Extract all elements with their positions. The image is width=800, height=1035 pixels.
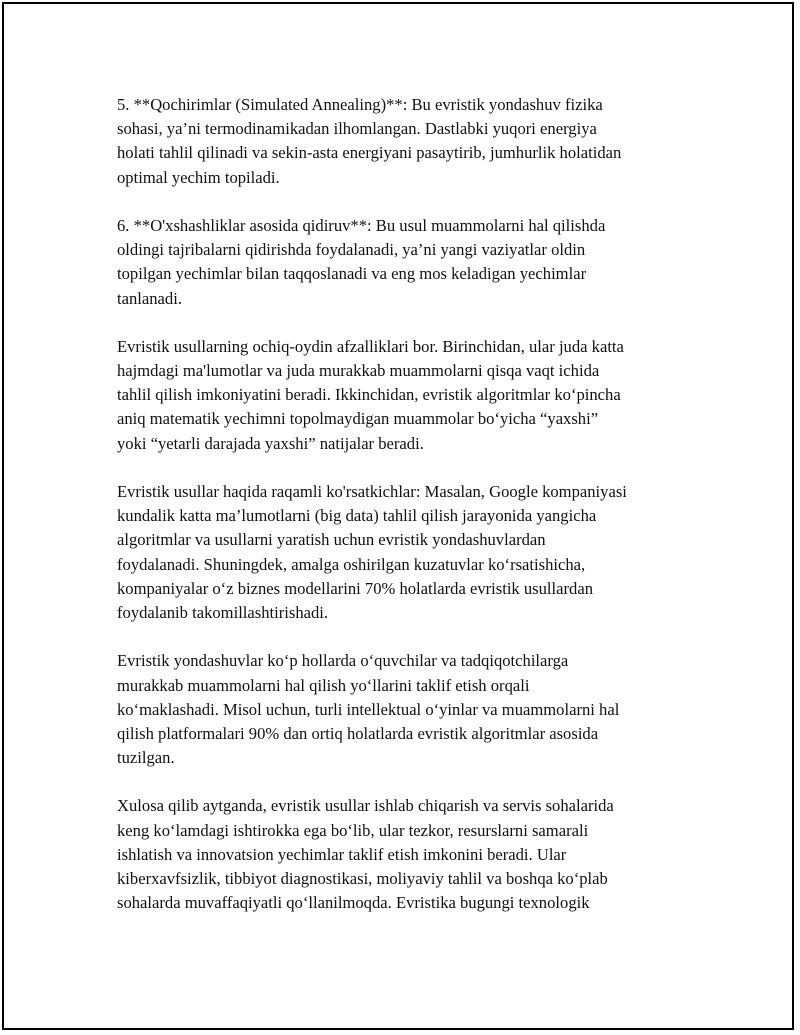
text-line: tuzilgan. bbox=[117, 748, 175, 768]
text-line: tahlil qilish imkoniyatini beradi. Ikkinchidan, evristik algoritmlar ko‘pincha bbox=[117, 385, 621, 405]
text-line: kiberxavfsizlik, tibbiyot diagnostikasi, moliyaviy tahlil va boshqa ko‘plab bbox=[117, 869, 608, 888]
text-line: yoki “yetarli darajada yaxshi” natijalar beradi. bbox=[117, 433, 424, 453]
text-line: murakkab muammolarni hal qilish yo‘llarini taklif etish orqali bbox=[117, 675, 530, 695]
text-line: Evristik usullarning ochiq-oydin afzalliklari bor. Birinchidan, ular juda katta bbox=[117, 336, 624, 356]
text-line: aniq matematik yechimni topolmaydigan muammolar bo‘yicha “yaxshi” bbox=[117, 409, 599, 429]
text-line: foydalanib takomillashtirishadi. bbox=[117, 602, 329, 622]
text-line: 5. **Qochirimlar (Simulated Annealing)**: Bu evristik yondashuv fizika bbox=[117, 95, 603, 114]
text-line: foydalanadi. Shuningdek, amalga oshirilgan kuzatuvlar ko‘rsatishicha, bbox=[117, 554, 586, 574]
text-line: 6. **O'xshashliklar asosida qidiruv**: Bu usul muammolarni hal qilishda bbox=[117, 215, 606, 235]
text-line: tanlanadi. bbox=[117, 288, 182, 308]
paragraph-conclusion bbox=[117, 794, 697, 915]
text-line: sohalarda muvaffaqiyatli qo‘llanilmoqda. Evristika bugungi texnologik bbox=[117, 893, 590, 913]
text-line: ko‘maklashadi. Misol uchun, turli intellektual o‘yinlar va muammolarni hal bbox=[117, 699, 620, 719]
text-line: ishlatish va innovatsion yechimlar taklif etish imkonini beradi. Ular bbox=[117, 844, 567, 864]
text-line: keng ko‘lamdagi ishtirokka ega bo‘lib, ular tezkor, resurslarni samarali bbox=[117, 820, 589, 840]
paragraph-simulated-annealing bbox=[117, 93, 697, 190]
paragraph-learning-support bbox=[117, 649, 697, 770]
text-line: algoritmlar va usullarni yaratish uchun evristik yondashuvlardan bbox=[117, 530, 546, 550]
text-line: Evristik yondashuvlar ko‘p hollarda o‘quvchilar va tadqiqotchilarga bbox=[117, 651, 569, 671]
paragraph-advantages bbox=[117, 335, 697, 456]
text-line: kundalik katta ma’lumotlarni (big data) tahlil qilish jarayonida yangicha bbox=[117, 506, 597, 526]
paragraph-similarity-search bbox=[117, 214, 697, 311]
text-line: oldingi tajribalarni qidirishda foydalanadi, ya’ni yangi vaziyatlar oldin bbox=[117, 240, 586, 260]
text-line: topilgan yechimlar bilan taqqoslanadi va eng mos keladigan yechimlar bbox=[117, 264, 587, 284]
text-line: holati tahlil qilinadi va sekin-asta energiyani pasaytirib, jumhurlik holatidan bbox=[117, 143, 622, 163]
document-body bbox=[117, 93, 697, 940]
text-line: Evristik usullar haqida raqamli ko'rsatkichlar: Masalan, Google kompaniyasi bbox=[117, 482, 627, 501]
text-line: optimal yechim topiladi. bbox=[117, 167, 280, 187]
paragraph-numeric-indicators bbox=[117, 480, 697, 625]
text-line: qilish platformalari 90% dan ortiq holatlarda evristik algoritmlar asosida bbox=[117, 723, 599, 743]
text-line: hajmdagi ma'lumotlar va juda murakkab muammolarni qisqa vaqt ichida bbox=[117, 361, 600, 381]
text-line: Xulosa qilib aytganda, evristik usullar ishlab chiqarish va servis sohalarida bbox=[117, 796, 614, 816]
text-line: sohasi, ya’ni termodinamikadan ilhomlangan. Dastlabki yuqori energiya bbox=[117, 119, 597, 139]
text-line: kompaniyalar o‘z biznes modellarini 70% holatlarda evristik usullardan bbox=[117, 578, 594, 598]
